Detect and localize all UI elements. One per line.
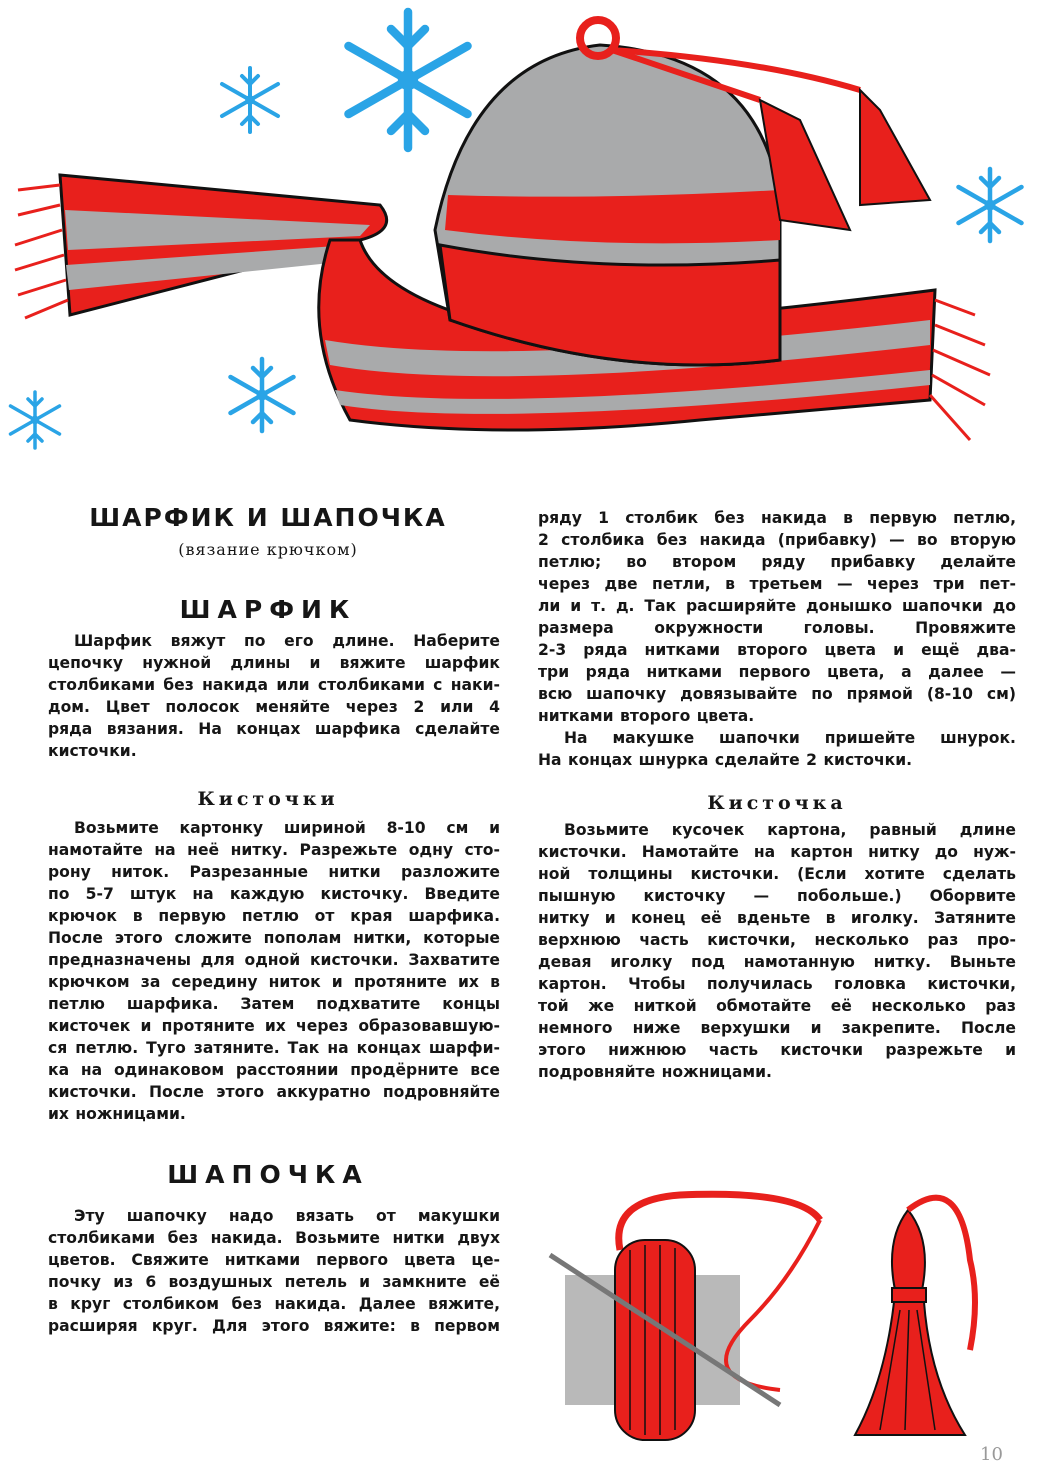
text-line: рону ниток. Разрезанные нитки разложите <box>48 863 500 881</box>
snowflake-icon <box>231 359 294 431</box>
text-line: размера окружности головы. Провяжите <box>538 619 1016 637</box>
text-line: нитками второго цвета. <box>538 707 755 725</box>
tassel-paragraph <box>538 819 1016 1083</box>
text-line: Возьмите картонку шириной 8-10 см и <box>74 819 500 837</box>
hat-heading: ШАПОЧКА <box>167 1160 369 1189</box>
text-line: девая иголку под намотанную нитку. Выньте <box>538 953 1016 971</box>
tassel <box>860 90 930 205</box>
snowflake-icon <box>222 68 278 132</box>
tassel-heading: Кисточка <box>707 792 847 814</box>
text-line: почку из 6 воздушных петель и замкните её <box>48 1273 500 1291</box>
text-line: 2 столбика без накида (прибавку) — во вторую <box>538 531 1016 549</box>
scarf-heading: ШАРФИК <box>179 595 357 624</box>
hat-paragraph-continued <box>538 507 1016 771</box>
snowflake-icon <box>349 12 468 148</box>
text-line: предназначены для одной кисточки. Захватите <box>48 951 500 969</box>
text-line: пышную кисточку — побольше.) Оборвите <box>538 887 1016 905</box>
snowflake-icon <box>11 392 60 448</box>
tassel <box>855 1302 965 1435</box>
text-line: Возьмите кусочек картона, равный длине <box>564 821 1016 839</box>
text-line: три ряда нитками первого цвета, а далее — <box>538 663 1016 681</box>
text-line: петлю шарфика. Затем подхватите концы <box>48 995 500 1013</box>
text-line: кисточки. Намотайте на картон нитку до нуж- <box>538 843 1016 861</box>
tassel-making-illustration <box>540 1180 1020 1450</box>
text-line: ли и т. д. Так расширяйте донышко шапочки до <box>538 597 1016 615</box>
text-line: ряду 1 столбик без накида в первую петлю, <box>538 509 1016 527</box>
text-line: петлю; во втором ряду прибавку делайте <box>538 553 1016 571</box>
page-subtitle: (вязание крючком) <box>178 540 358 559</box>
text-line: цепочку нужной длины и вяжите шарфик <box>48 654 500 672</box>
text-line: столбиками без накида или столбиками с наки- <box>48 676 500 694</box>
text-line: ка на одинаковом расстоянии продёрните все <box>48 1061 500 1079</box>
text-line: их ножницами. <box>48 1105 186 1123</box>
text-line: намотайте на неё нитку. Разрежьте одну сто- <box>48 841 500 859</box>
text-line: После этого сложите пополам нитки, которые <box>48 929 500 947</box>
text-line: 2-3 ряда нитками второго цвета и ещё два- <box>538 641 1016 659</box>
text-line: ной толщины кисточки. (Если хотите сделать <box>538 865 1016 883</box>
text-line: расширяя круг. Для этого вяжите: в первом <box>48 1317 500 1335</box>
text-line: в круг столбиком без накида. Далее вяжите, <box>48 1295 500 1313</box>
text-line: подровняйте ножницами. <box>538 1063 772 1081</box>
text-line: крючком за середину ниток и протяните их в <box>48 973 500 991</box>
text-line: ся петлю. Туго затяните. Так на концах шарфи- <box>48 1039 500 1057</box>
text-line: На концах шнурка сделайте 2 кисточки. <box>538 751 913 769</box>
tassels-heading: Кисточки <box>197 788 339 810</box>
text-line: кисточки. <box>48 742 137 760</box>
text-line: картон. Чтобы получилась головка кисточки, <box>538 975 1016 993</box>
text-line: немного ниже верхушки и закрепите. После <box>538 1019 1016 1037</box>
page-title: ШАРФИК И ШАПОЧКА <box>89 503 447 532</box>
text-line: кисточки. После этого аккуратно подровняйте <box>48 1083 500 1101</box>
text-line: крючок в первую петлю от края шарфика. <box>48 907 500 925</box>
text-line: кисточек и протяните их через образовавшую- <box>48 1017 500 1035</box>
snowflake-icon <box>959 169 1022 241</box>
text-line: цветов. Свяжите нитками первого цвета це- <box>48 1251 500 1269</box>
text-line: ряда вязания. На концах шарфика сделайте <box>48 720 500 738</box>
text-line: столбиками без накида. Возьмите нитки двух <box>48 1229 500 1247</box>
text-line: На макушке шапочки пришейте шнурок. <box>564 729 1016 747</box>
text-line: Эту шапочку надо вязать от макушки <box>74 1207 500 1225</box>
scarf-paragraph <box>48 630 500 762</box>
text-line: по 5-7 штук на каждую кисточку. Введите <box>48 885 500 903</box>
text-line: Шарфик вяжут по его длине. Наберите <box>74 632 500 650</box>
text-line: этого нижнюю часть кисточки разрежьте и <box>538 1041 1016 1059</box>
hat-paragraph <box>48 1205 500 1337</box>
text-line: верхнюю часть кисточки, несколько раз про- <box>538 931 1016 949</box>
text-line: нитку и конец её вденьте в иголку. Затяните <box>538 909 1016 927</box>
scarf-and-hat-illustration <box>0 0 1039 480</box>
text-line: той же ниткой обмотайте её несколько раз <box>538 997 1016 1015</box>
tassels-paragraph <box>48 817 500 1125</box>
page-number: 10 <box>980 1444 1003 1465</box>
text-line: дом. Цвет полосок меняйте через 2 или 4 <box>48 698 500 716</box>
text-line: через две петли, в третьем — через три пет- <box>538 575 1016 593</box>
text-line: всю шапочку довязывайте по прямой (8-10 см) <box>538 685 1016 703</box>
